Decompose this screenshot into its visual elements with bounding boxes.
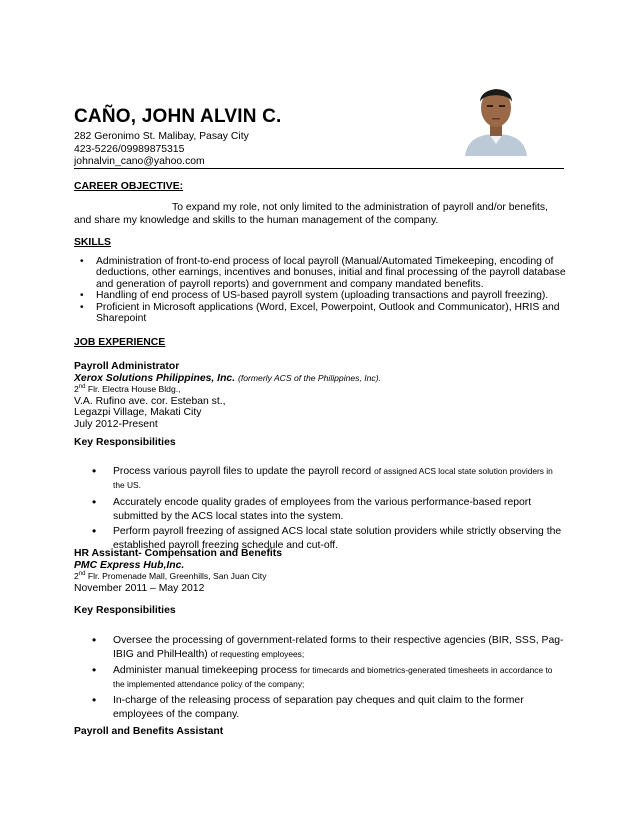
job1-responsibilities-list [74,465,566,553]
bullet-icon: • [92,663,97,678]
job1-position: Payroll Administrator [74,361,180,372]
list-item: • Handling of end process of US-based payroll system (uploading transactions and payroll freezing). [80,290,549,302]
bullet-icon: • [80,256,84,267]
job2-key-responsibilities-heading: Key Responsibilities [74,605,176,616]
job2-company: PMC Express Hub,Inc. [74,559,185,571]
list-item: • Oversee the processing of government-related forms to their respective agencies (BIR, SSS, Pag-IBIG and PhilHealth) of requesting employees; [92,633,564,660]
bullet-icon: • [92,495,97,510]
contact-info [74,131,249,169]
header-divider [74,168,564,169]
bullet-icon: • [92,693,97,708]
job2-responsibilities-list [74,634,566,722]
job1-key-responsibilities-heading: Key Responsibilities [74,437,176,448]
phone: 423-5226/09989875315 [74,143,185,155]
job2-details: HR Assistant- Compensation and Benefits PMC Express Hub,Inc. 2nd Flr. Promenade Mall, Greenhills, San Juan City November 2011 – May 2012 [74,548,283,594]
list-item: • Administer manual timekeeping process for timecards and biometrics-generated timesheets in accordance to the implemented attendance policy of the company; [92,663,553,689]
skills-list [74,256,566,324]
job1-company: Xerox Solutions Philippines, Inc. [74,372,236,384]
career-objective-text: To expand my role, not only limited to the administration of payroll and/or benefits, and share my knowledge and skills to the human management of the company. [74,202,548,226]
job1-details: Payroll Administrator Xerox Solutions Philippines, Inc. (formerly ACS of the Philippines, Inc). 2nd Flr. Electra House Bldg., V.A. Rufino ave. cor. Esteban st., Legazpi Village, Makati City July 2012-Present [74,361,381,430]
email: johnalvin_cano@yahoo.com [74,156,205,167]
bullet-icon: • [80,290,84,302]
bullet-icon: • [92,633,97,647]
skills-heading: SKILLS [74,237,111,248]
list-item: • In-charge of the releasing process of separation pay cheques and quit claim to the former employees of the company. [92,693,524,720]
bullet-icon: • [92,464,97,478]
job1-company-note: (formerly ACS of the Philippines, Inc). [237,372,381,383]
list-item: • Accurately encode quality grades of employees from the various performance-based report submitted by the ACS local states into the system. [92,495,532,522]
job1-dates: July 2012-Present [74,418,158,430]
bullet-icon: • [80,301,84,313]
job2-position: HR Assistant- Compensation and Benefits [74,548,283,559]
bullet-icon: • [92,524,97,539]
list-item: • Proficient in Microsoft applications (Word, Excel, Powerpoint, Outlook and Communicator), HRIS and Sharepoint [80,301,560,325]
list-item: • Process various payroll files to update the payroll record of assigned ACS local state solution providers in the US. [92,464,553,490]
candidate-name: CAÑO, JOHN ALVIN C. [74,106,282,127]
list-item: • Administration of front-to-end process of local payroll (Manual/Automated Timekeeping, encoding of deductions, other earnings, incentives and bonuses, initial and final processing of the payroll database and generation of payroll reports) and government and company mandated benefits. [80,256,566,290]
address: 282 Geronimo St. Malibay, Pasay City [74,131,249,142]
job-experience-heading: JOB EXPERIENCE [74,337,166,348]
job2-dates: November 2011 – May 2012 [74,582,205,594]
career-objective-heading: CAREER OBJECTIVE: [74,181,184,192]
list-item: • Perform payroll freezing of assigned ACS local state solution providers while strictly observing the established payroll freezing schedule and cut-off. [92,524,562,551]
portrait-photo-icon [461,78,531,156]
job3-position: Payroll and Benefits Assistant [74,726,224,737]
